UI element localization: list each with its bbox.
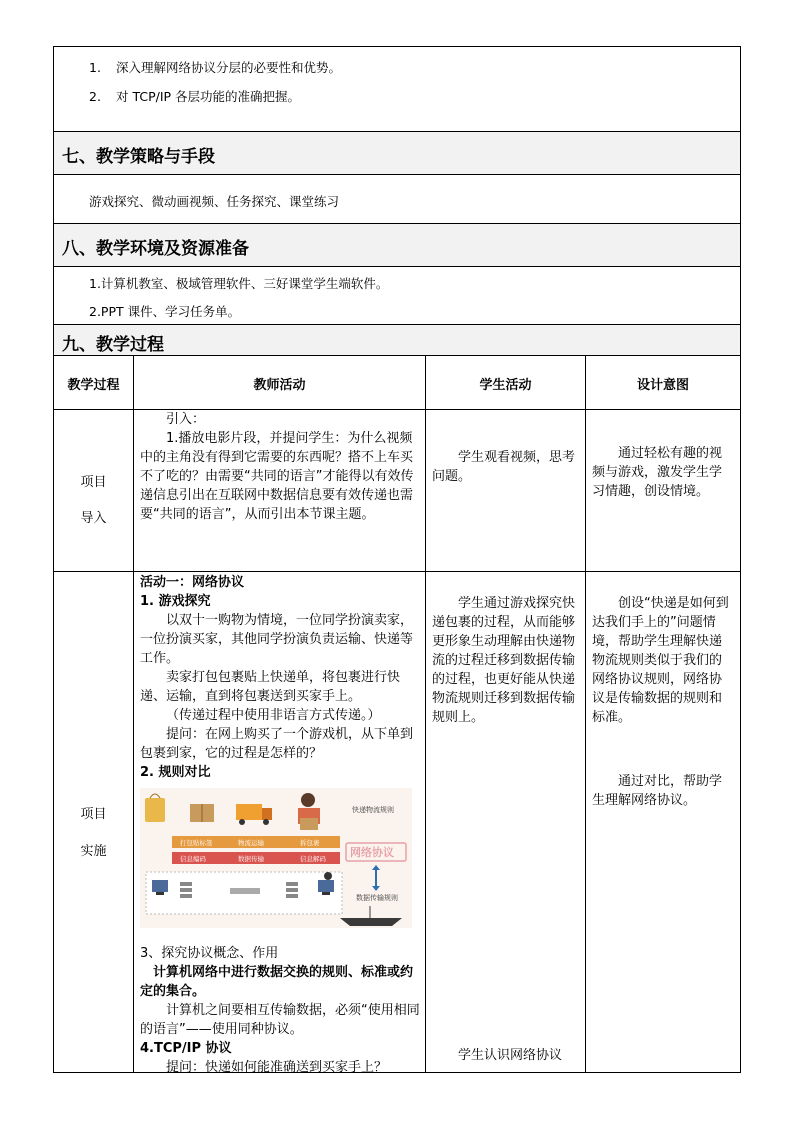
goal-number: 1. bbox=[89, 60, 101, 75]
student-activity-intro bbox=[432, 448, 580, 486]
section8-item: 2.PPT 课件、学习任务单。 bbox=[89, 304, 241, 319]
bar-label: 物流运输 bbox=[238, 839, 264, 847]
goal-text: 深入理解网络协议分层的必要性和优势。 bbox=[116, 60, 342, 75]
student-activity-main bbox=[432, 594, 580, 727]
item-paragraph: 以双十一购物为情境，一位同学扮演卖家，一位扮演买家，其他同学扮演负责运输、快递等工作。 bbox=[140, 613, 414, 666]
teacher-activity-main-cont bbox=[140, 944, 420, 1077]
person-icon bbox=[324, 872, 332, 880]
item-paragraph: （传递过程中使用非语言方式传递。） bbox=[166, 708, 381, 723]
divider bbox=[53, 174, 741, 175]
design-intent-main-2 bbox=[592, 772, 734, 810]
divider bbox=[53, 355, 741, 356]
item-title: 2. 规则对比 bbox=[140, 765, 211, 780]
stage-label: 实施 bbox=[80, 844, 107, 859]
section7-content: 游戏探究、微动画视频、任务探究、课堂练习 bbox=[89, 194, 340, 209]
item-paragraph: 卖家打包包裹贴上快递单，将包裹进行快递、运输，直到将包裹送到买家手上。 bbox=[140, 670, 401, 704]
header-teacher: 教师活动 bbox=[253, 378, 306, 393]
intent-text: 通过轻松有趣的视频与游戏，激发学生学习情趣，创设情境。 bbox=[592, 446, 723, 499]
item-paragraph: 提问：快递如何能准确送到买家手上？ bbox=[166, 1060, 388, 1075]
goal-number: 2. bbox=[89, 89, 101, 104]
stage-label: 项目 bbox=[80, 475, 107, 490]
box-icon bbox=[190, 804, 214, 822]
truck-icon bbox=[236, 804, 272, 825]
boat-icon bbox=[340, 906, 402, 926]
column-divider bbox=[425, 355, 426, 1073]
header-intent: 设计意图 bbox=[636, 378, 689, 393]
header-stage: 教学过程 bbox=[67, 378, 120, 393]
design-intent-main bbox=[592, 594, 734, 727]
data-rules-label: 数据传输规则 bbox=[356, 894, 398, 902]
student-text: 学生认识网络协议 bbox=[458, 1048, 563, 1063]
column-divider bbox=[133, 355, 134, 1073]
activity-title: 活动一：网络协议 bbox=[140, 575, 245, 590]
divider bbox=[53, 266, 741, 267]
bar-label: 数据传输 bbox=[238, 855, 264, 863]
item-title: 3、探究协议概念、作用 bbox=[140, 946, 279, 961]
section9-title: 九、教学过程 bbox=[62, 335, 164, 355]
item-paragraph: 提问：在网上购买了一个游戏机，从下单到包裹到家，它的过程是怎样的？ bbox=[140, 727, 414, 761]
divider bbox=[53, 131, 741, 132]
column-divider bbox=[585, 355, 586, 1073]
divider bbox=[53, 223, 741, 224]
item-paragraph: 计算机之间要相互传输数据，必须“使用相同的语言”——使用同种协议。 bbox=[140, 1003, 420, 1037]
network-switch-icon bbox=[230, 888, 260, 894]
bar-label: 信息解码 bbox=[300, 855, 326, 863]
teacher-activity-main bbox=[140, 573, 420, 782]
intro-title: 引入： bbox=[166, 412, 206, 427]
student-activity-main-2 bbox=[432, 1046, 580, 1065]
section8-title: 八、教学环境及资源准备 bbox=[62, 239, 249, 259]
stamp-text: 网络协议 bbox=[350, 846, 394, 859]
design-intent-intro bbox=[592, 444, 734, 501]
teacher-activity-intro bbox=[140, 410, 420, 524]
server-stack-icon bbox=[286, 882, 298, 898]
intent-text: 创设“快递是如何到达我们手上的”问题情境，帮助学生理解快递物流规则类似于我们的网络协议规则，网络协议是传输数据的规则和标准。 bbox=[592, 596, 729, 725]
intro-text: 1.播放电影片段，并提问学生：为什么视频中的主角没有得到它需要的东西呢？搭不上车买不了吃的？由需要“共同的语言”才能得以有效传递信息引出在互联网中数据信息要有效传递也需要“共同的语言”，从而引出本节课主题。 bbox=[140, 431, 414, 522]
server-stack-icon bbox=[180, 882, 192, 898]
student-text: 学生观看视频，思考问题。 bbox=[432, 450, 576, 484]
item-definition: 计算机网络中进行数据交换的规则、标准或约定的集合。 bbox=[140, 965, 414, 999]
divider bbox=[53, 324, 741, 325]
section8-item: 1.计算机教室、极域管理软件、三好课堂学生端软件。 bbox=[89, 276, 389, 291]
divider bbox=[53, 571, 741, 572]
item-title: 1. 游戏探究 bbox=[140, 594, 211, 609]
bar-label: 拆包裹 bbox=[300, 839, 320, 847]
network-protocol-stamp bbox=[346, 843, 406, 861]
header-student: 学生活动 bbox=[479, 378, 532, 393]
up-down-arrow-icon bbox=[372, 865, 380, 891]
student-text: 学生通过游戏探究快递包裹的过程，从而能够更形象生动理解由快递物流的过程迁移到数据传输的过程，也更好能从快递物流规则迁移到数据传输规则上。 bbox=[432, 596, 576, 725]
express-rules-label: 快递物流规则 bbox=[352, 806, 394, 814]
person-icon bbox=[298, 793, 320, 830]
bar-label: 打包贴标签 bbox=[180, 839, 213, 847]
intent-text: 通过对比，帮助学生理解网络协议。 bbox=[592, 774, 723, 808]
stage-label: 导入 bbox=[80, 511, 107, 526]
shopping-bag-icon bbox=[145, 794, 165, 822]
section7-title: 七、教学策略与手段 bbox=[62, 147, 215, 167]
rules-comparison-figure bbox=[140, 788, 412, 928]
bar-label: 信息编码 bbox=[180, 855, 206, 863]
item-title: 4.TCP/IP 协议 bbox=[140, 1041, 232, 1056]
goal-text: 对 TCP/IP 各层功能的准确把握。 bbox=[116, 89, 301, 104]
stage-label: 项目 bbox=[80, 807, 107, 822]
figure-svg bbox=[140, 788, 412, 928]
